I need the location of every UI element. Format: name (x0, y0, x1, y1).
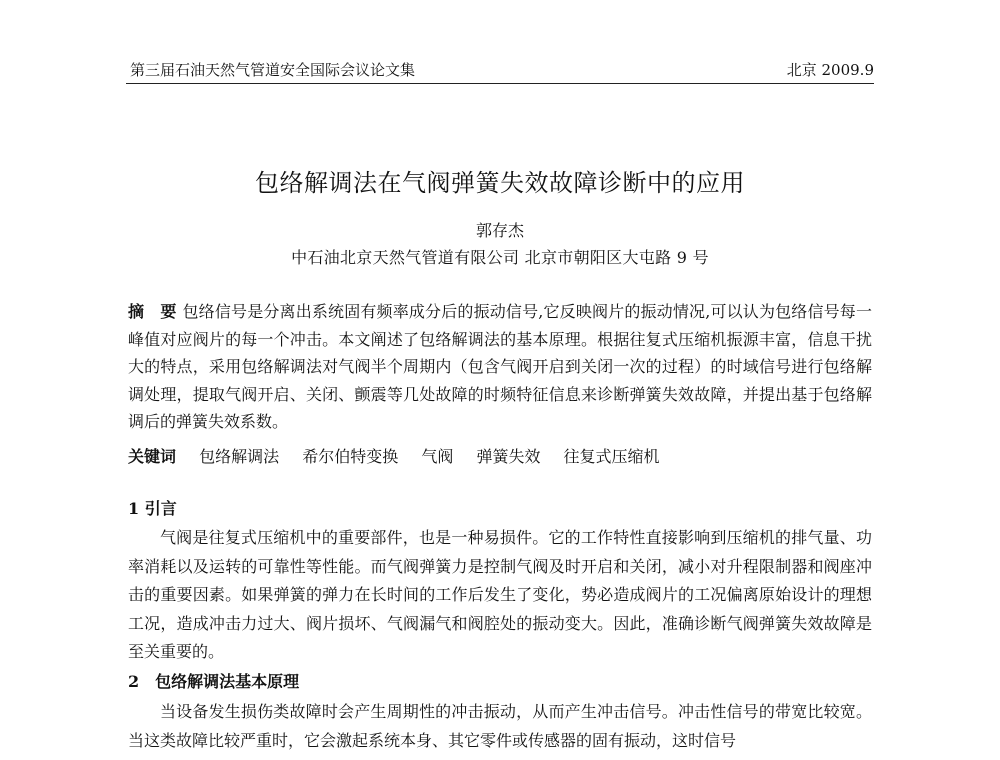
section-heading-introduction: 1 引言 (128, 499, 177, 518)
header-rule (126, 83, 874, 84)
abstract-label: 摘 要 (128, 302, 177, 321)
keyword: 往复式压缩机 (563, 447, 660, 466)
proceedings-title: 第三届石油天然气管道安全国际会议论文集 (130, 61, 416, 79)
location-date: 北京 2009.9 (786, 61, 874, 79)
paper-title: 包络解调法在气阀弹簧失效故障诊断中的应用 (255, 169, 745, 197)
keyword: 弹簧失效 (476, 447, 541, 466)
keyword: 气阀 (421, 447, 454, 466)
keyword: 希尔伯特变换 (302, 447, 399, 466)
section-heading-principle: 2 包络解调法基本原理 (128, 672, 300, 691)
author-affiliation: 中石油北京天然气管道有限公司 北京市朝阳区大屯路 9 号 (291, 248, 709, 267)
keywords (128, 444, 872, 470)
abstract-text: 包络信号是分离出系统固有频率成分后的振动信号,它反映阀片的振动情况,可以认为包络信号每一峰值对应阀片的每一个冲击。本文阐述了包络解调法的基本原理。根据往复式压缩机振源丰富，信息干扰大的特点，采用包络解调法对气阀半个周期内（包含气阀开启到关闭一次的过程）的时域信号进行包络解调处理，提取气阀开启、关闭、颤震等几处故障的时频特征信息来诊断弹簧失效故障，并提出基于包络解调后的弹簧失效系数。 (128, 302, 872, 432)
keywords-label: 关键词 (128, 447, 177, 466)
keyword: 包络解调法 (199, 447, 280, 466)
abstract (128, 298, 872, 436)
author-name: 郭存杰 (475, 221, 524, 240)
running-header (126, 58, 874, 82)
section-paragraph-introduction: 气阀是往复式压缩机中的重要部件，也是一种易损件。它的工作特性直接影响到压缩机的排气量、功率消耗以及运转的可靠性等性能。而气阀弹簧力是控制气阀及时开启和关闭，减小对升程限制器和阀座冲击的重要因素。如果弹簧的弹力在长时间的工作后发生了变化，势必造成阀片的工况偏离原始设计的理想工况，造成冲击力过大、阀片损坏、气阀漏气和阀腔处的振动变大。因此，准确诊断气阀弹簧失效故障是至关重要的。 (128, 528, 872, 661)
section-paragraph-principle: 当设备发生损伤类故障时会产生周期性的冲击振动，从而产生冲击信号。冲击性信号的带宽比较宽。当这类故障比较严重时，它会激起系统本身、其它零件或传感器的固有振动，这时信号 (128, 702, 872, 750)
